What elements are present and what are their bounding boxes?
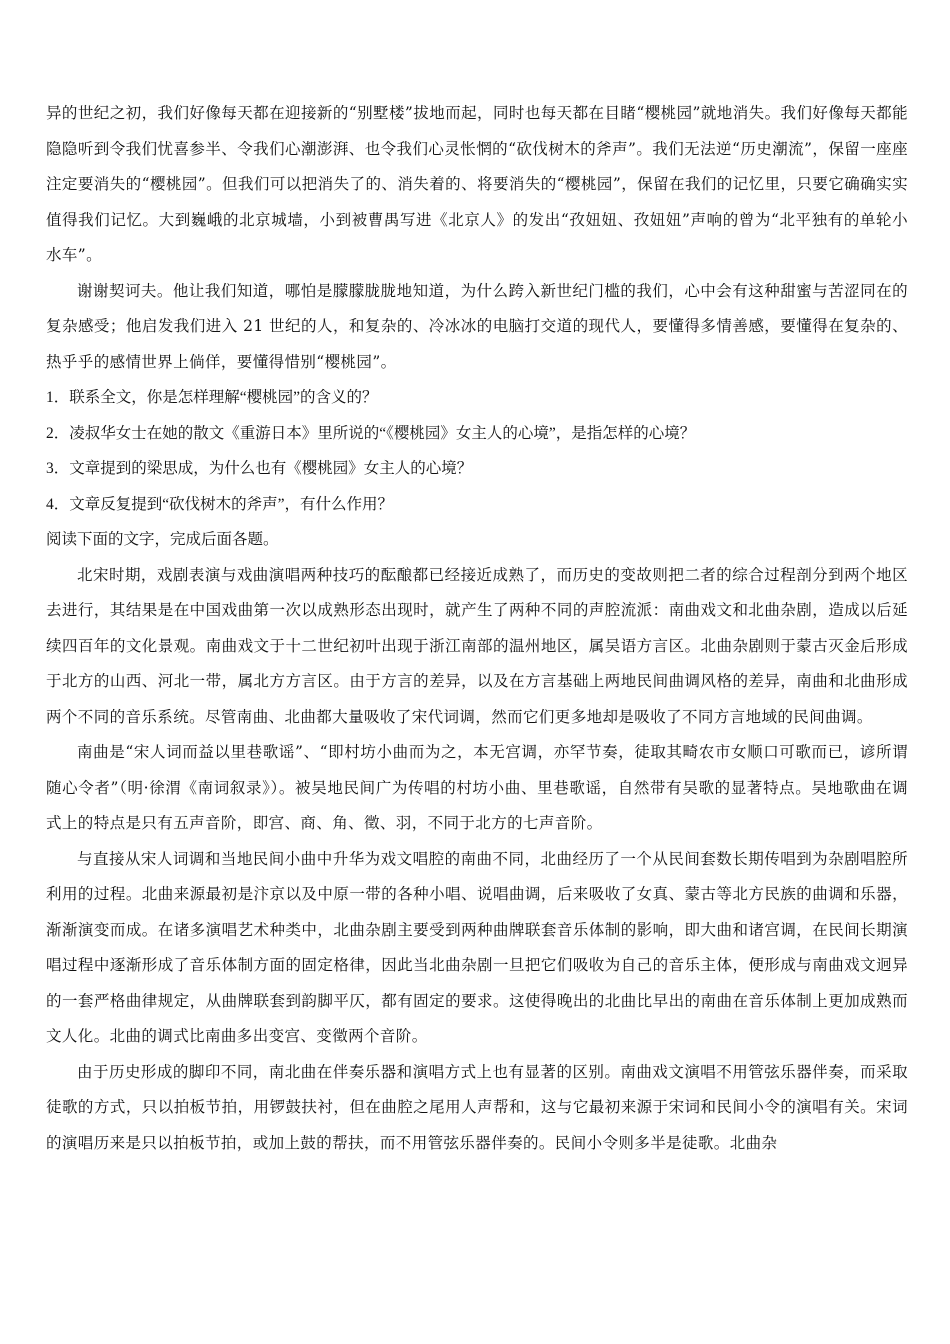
question-item: 3．文章提到的梁思成，为什么也有《樱桃园》女主人的心境？	[46, 460, 473, 477]
passage2-paragraph: 北宋时期，戏剧表演与戏曲演唱两种技巧的酝酿都已经接近成熟了，而历史的变故则把二者的综合过程剖分到两个地区去进行，其结果是在中国戏曲第一次以成熟形态出现时，就产生了两种不同的声腔流派：南曲戏文和北曲杂剧，造成以后延续四百年的文化景观。南曲戏文于十二世纪初叶出现于浙江南部的温州地区，属吴语方言区。北曲杂剧则于蒙古灭金后形成于北方的山西、河北一带，属北方方言区。由于方言的差异，以及在方言基础上两地民间曲调风格的差异，南曲和北曲形成两个不同的音乐系统。尽管南曲、北曲都大量吸收了宋代词调，然而它们更多地却是吸收了不同方言地域的民间曲调。	[46, 565, 908, 726]
passage2-paragraph: 由于历史形成的脚印不同，南北曲在伴奏乐器和演唱方式上也有显著的区别。南曲戏文演唱不用管弦乐器伴奏，而采取徒歌的方式，只以拍板节拍，用锣鼓扶衬，但在曲腔之尾用人声帮和，这与它最初来源于宋词和民间小令的演唱有关。宋词的演唱历来是只以拍板节拍，或加上鼓的帮扶，而不用管弦乐器伴奏的。民间小令则多半是徒歌。北曲杂	[46, 1062, 908, 1152]
question-item: 4．文章反复提到“砍伐树木的斧声”，有什么作用？	[46, 495, 394, 513]
passage2-paragraph: 南曲是“宋人词而益以里巷歌谣”、“即村坊小曲而为之，本无宫调，亦罕节奏，徒取其畸农市女顺口可歌而已，谚所谓随心令者”（明·徐渭《南词叙录》）。被吴地民间广为传唱的村坊小曲、里巷歌谣，自然带有吴歌的显著特点。吴地歌曲在调式上的特点是只有五声音阶，即宫、商、角、徵、羽，不同于北方的七声音阶。	[46, 743, 908, 832]
document-page	[46, 96, 908, 1161]
passage2-paragraph: 与直接从宋人词调和当地民间小曲中升华为戏文唱腔的南曲不同，北曲经历了一个从民间套数长期传唱到为杂剧唱腔所利用的过程。北曲来源最初是汴京以及中原一带的各种小唱、说唱曲调，后来吸收了女真、蒙古等北方民族的曲调和乐器，渐渐演变而成。在诸多演唱艺术种类中，北曲杂剧主要受到两种曲牌联套音乐体制的影响，即大曲和诸宫调，在民间长期演唱过程中逐渐形成了音乐体制方面的固定格律，因此当北曲杂剧一旦把它们吸收为自己的音乐主体，便形成与南曲戏文迥异的一套严格曲律规定，从曲牌联套到韵脚平仄，都有固定的要求。这使得晚出的北曲比早出的南曲在音乐体制上更加成熟而文人化。北曲的调式比南曲多出变宫、变徵两个音阶。	[46, 849, 908, 1045]
passage1-paragraph: 异的世纪之初，我们好像每天都在迎接新的“别墅楼”拔地而起，同时也每天都在目睹“樱桃园”就地消失。我们好像每天都能隐隐听到令我们忧喜参半、令我们心潮澎湃、也令我们心灵怅惘的“砍伐树木的斧声”。我们无法逆“历史潮流”，保留一座座注定要消失的“樱桃园”。但我们可以把消失了的、消失着的、将要消失的“樱桃园”，保留在我们的记忆里，只要它确确实实值得我们记忆。大到巍峨的北京城墙，小到被曹禺写进《北京人》的发出“孜妞妞、孜妞妞”声响的曾为“北平独有的单轮小水车”。	[46, 104, 908, 264]
question-item: 1．联系全文，你是怎样理解“樱桃园”的含义的？	[46, 389, 378, 406]
reading-instruction: 阅读下面的文字，完成后面各题。	[46, 531, 279, 548]
passage1-paragraph: 谢谢契诃夫。他让我们知道，哪怕是朦朦胧胧地知道，为什么跨入新世纪门槛的我们，心中会有这种甜蜜与苦涩同在的复杂感受；他启发我们进入 21 世纪的人，和复杂的、冷冰冰的电脑打交道的现代人，要懂得多情善感，要懂得在复杂的、热乎乎的感情世界上倘佯，要懂得惜别“樱桃园”。	[46, 281, 908, 371]
question-item: 2．凌叔华女士在她的散文《重游日本》里所说的“《樱桃园》女主人的心境”，是指怎样的心境？	[46, 424, 696, 442]
